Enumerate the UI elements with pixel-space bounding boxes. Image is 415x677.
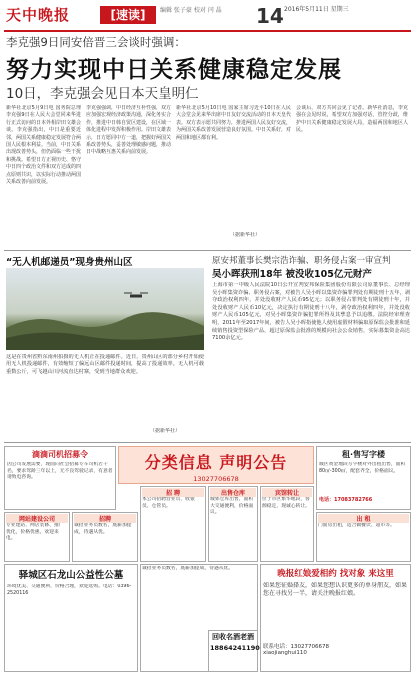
classified-cell <box>316 512 411 562</box>
cell-body: 诚招业务员数名，底薪加提成，待遇从优。 <box>74 523 132 535</box>
didi-ad <box>4 446 116 510</box>
cell-body: 位于市区繁华地段，客源稳定，现诚心转让。 <box>262 497 310 509</box>
main-col-3: 新华社北京5月10日电 国家主席习近平10日在人民大会堂会见来华出席中日友好交流活动的日本天皇代表。双方表示愿共同努力，推进两国人民友好交流，为两国关系改善发展营造良好氛围。中日关系好，对两国和地区都有利。 <box>176 105 291 141</box>
classified-cell <box>4 512 70 562</box>
header-rule <box>4 30 411 32</box>
main-kicker: 李克强9日同安倍晋三会谈时强调： <box>6 35 186 49</box>
wedding-body: 如果您征婚择友，如果您想认识更多的单身朋友，如果您在寻找另一半，请关注晚报红娘。 <box>263 582 408 597</box>
cell-body: 专业建站、网店装修、推广优化，价格优惠，欢迎来电。 <box>6 523 64 542</box>
classified-cell <box>72 512 138 562</box>
cell-title: 出售仓库 <box>210 488 256 497</box>
main-byline: （据新华社） <box>230 232 261 238</box>
drone-byline: （据新华社） <box>150 428 181 434</box>
ads-column-body: 诚招业务员数名，底薪加提成，待遇从优。 <box>142 566 234 571</box>
main-subhead: 10日，李克强会见日本天皇明仁 <box>6 86 199 102</box>
cell-body: 城郊仓库出售，面积大交通便利，价格面议。 <box>210 497 254 516</box>
cell-title: 网站建设公司 <box>6 514 68 523</box>
office-phone: 电话：17083782766 <box>319 497 373 503</box>
classified-banner <box>118 446 314 484</box>
drone-photo <box>6 268 204 350</box>
wedding-ad <box>260 564 411 672</box>
office-body: 城区黄金地段写字楼对外出租出售，面积80㎡-300㎡，配套齐全，价格面议。 <box>319 462 406 474</box>
cell-title: 招聘 <box>74 514 136 523</box>
main-col-1: 新华社北京5月9日电 国务院总理李克强9日在人民大会堂同来华进行正式访问的日本外相岸田文雄会谈。李克强指出，中日是重要近邻，两国关系健康稳定发展符合两国人民根本利益。当前，中日关系出现改善势头，但仍面临一些干扰和挑战。希望日方正视历史、恪守中日四个政治文件和双方达成的四点原则共识，以实际行动推动两国关系改善向前发展。 <box>6 105 81 186</box>
page-number: 14 <box>256 4 284 28</box>
main-headline: 努力实现中日关系健康稳定发展 <box>6 57 342 83</box>
cell-body: 门面房出租，适合做餐饮、超市等。 <box>318 523 395 528</box>
cemetery-ad <box>4 564 138 672</box>
cell-title: 招 聘 <box>142 488 204 497</box>
cemetery-title: 驿城区石龙山公益性公墓 <box>18 570 124 581</box>
classified-divider <box>4 442 411 443</box>
recycle-ad <box>208 630 258 672</box>
wedding-contact: 联系电话：13027706678 <box>263 644 329 650</box>
main-col-2: 李克强强调，中日经济互补性强，双方应加强宏观经济政策沟通，深化务实合作，推进中日韩自贸区建设，在区域一体化进程中发挥积极作用。岸田文雄表示，日方愿同中方一道，把握好两国关系改善势头，妥善处理敏感问题，推动日中战略互惠关系向前发展。 <box>86 105 171 156</box>
cell-title: 宾馆转让 <box>262 488 312 497</box>
didi-title: 滴滴司机招募令 <box>32 450 88 459</box>
recycle-phone: 18864241190 <box>210 644 260 652</box>
xu-body: 上海市第一中级人民法院10日公开宣判安邦保险集团股份有限公司原董事长、总经理吴小晖集资诈骗、职务侵占案，对被告人吴小晖以集资诈骗罪判处有期徒刑十五年，剥夺政治权利四年，并处没收财产人民币95亿元；以职务侵占罪判处有期徒刑十年，并处没收财产人民币10亿元，决定执行有期徒刑十八年，剥夺政治权利四年，并处没收财产人民币105亿元，对吴小晖集资诈骗犯罪所得及其孳息予以追缴。法院经审理查明，2011年至2017年间，被告人吴小晖指使他人使用虚假材料骗取原保监会批准和延续销售投资型保险产品，超过原保监会批准的规模向社会公众销售，实际募集资金高达7100余亿元。 <box>212 282 410 342</box>
cell-title: 出 租 <box>318 514 409 523</box>
drone-caption: 这是在贵州省黔东南州拍摄的无人机正在投递邮件。近日，贵州山区的部分乡村开始使用无人机投递邮件，有效缩短了偏远山区邮件投递时间，提高了投递效率。无人机可载重数公斤，可飞越山川河流直达村寨，受到当地群众欢迎。 <box>6 354 204 375</box>
wedding-web: xiaojianghui110 <box>263 650 307 656</box>
header-date: 2016年5月11日 星期三 <box>284 6 349 13</box>
cemetery-body: 环境优美、交通便利、价格合理，欢迎选购。电话：0396-2520116 <box>7 584 132 596</box>
section-divider <box>4 250 411 251</box>
drone-icon <box>6 268 204 350</box>
xu-headline: 吴小晖获刑18年 被没收105亿元财产 <box>212 269 372 280</box>
banner-phone: 13027706678 <box>193 475 239 483</box>
banner-title: 分类信息 声明公告 <box>144 453 288 472</box>
didi-body: 因公司发展需要，现面向社会招募专车司机若干名，要求驾龄三年以上，无不良驾驶记录，有意者请致电咨询。 <box>7 462 113 481</box>
classified-cell <box>140 486 206 562</box>
drone-title: “无人机邮递员”现身贵州山区 <box>6 257 133 268</box>
main-col-4: 会谈后，双方共同会见了记者。新华社消息，李克强在会见时说，希望双方加强对话，管控分歧，维护中日关系健康稳定发展大局，造福两国和地区人民。 <box>296 105 408 134</box>
newspaper-logo: 天中晚报 <box>6 6 71 24</box>
classified-cell <box>260 486 314 562</box>
office-title: 租·售写字楼 <box>341 450 386 459</box>
xu-kicker: 原安邦董事长樊宗浩诈骗、职务侵占案一审宣判 <box>212 256 391 266</box>
wedding-title: 晚报红娘爱相约 找对象 来这里 <box>277 569 394 579</box>
office-ad <box>316 446 411 510</box>
cell-body: 本公司招聘营业员、收银员、仓管员。 <box>142 497 195 509</box>
section-tag: [速读] <box>100 6 156 24</box>
classified-cell <box>208 486 258 562</box>
header-editor: 编辑 张子豪 校对 闫 晶 <box>160 7 222 14</box>
recycle-title: 回收名酒老酒 <box>212 633 254 641</box>
